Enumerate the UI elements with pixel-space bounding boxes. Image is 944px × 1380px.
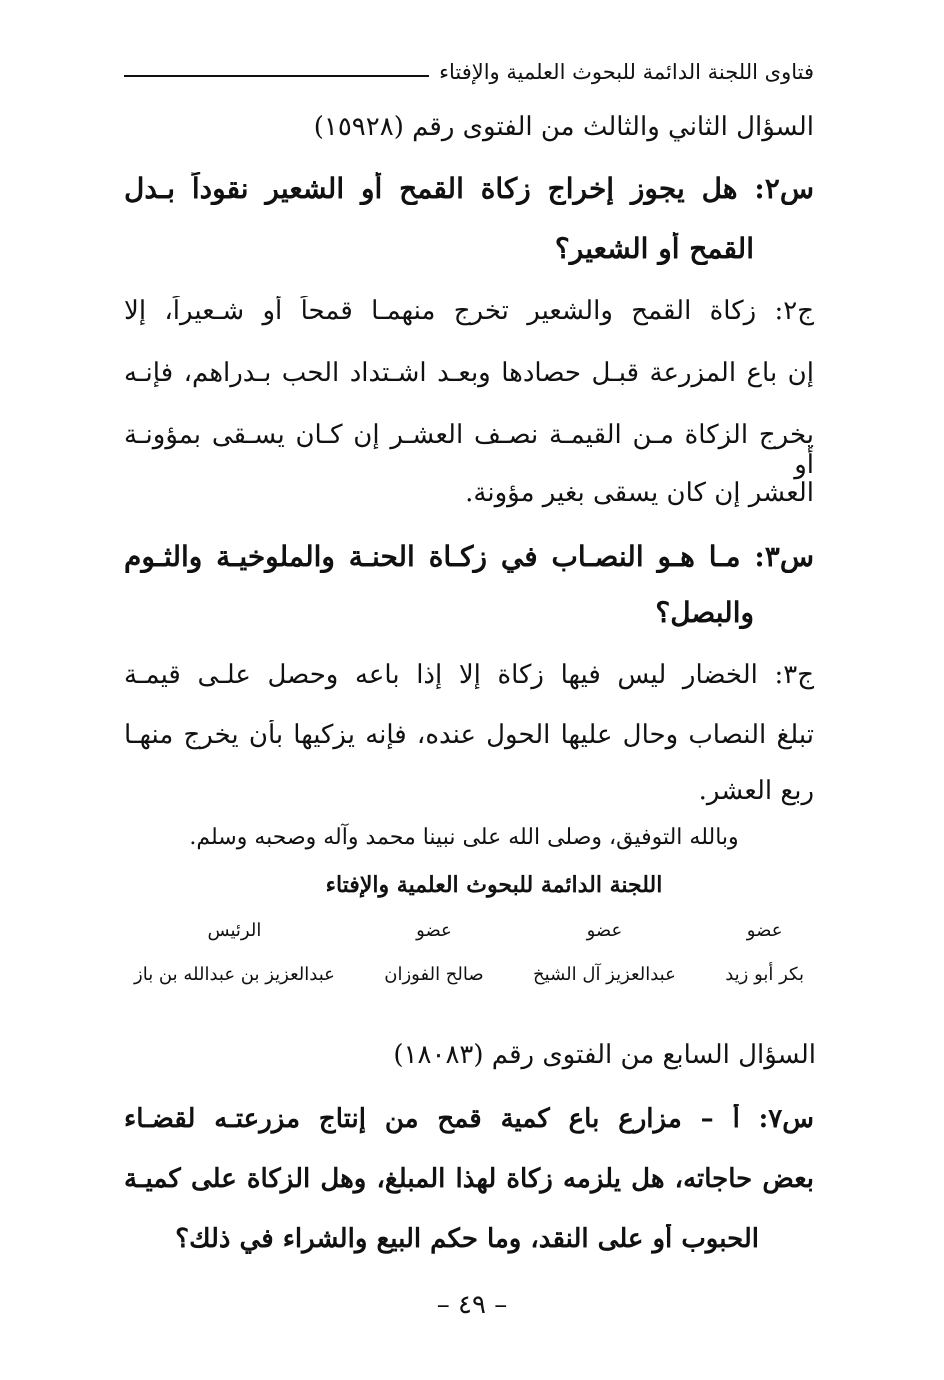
closing-formula: وبالله التوفيق، وصلى الله على نبينا محمد وآله وصحبه وسلم. [189, 825, 739, 850]
section-heading-1: السؤال الثاني والثالث من الفتوى رقم (١٥٩٢٨) [313, 112, 814, 142]
header-rule [124, 75, 429, 77]
question-2-line-2: القمح أو الشعير؟ [554, 232, 754, 265]
running-header [124, 52, 814, 92]
signatories [134, 920, 804, 985]
signatory-title: الرئيس [207, 920, 262, 941]
question-3-line-1: س٣: مـا هـو النصـاب في زكـاة الحنـة والملوخيـة والثـوم [124, 540, 814, 573]
header-title: فتاوى اللجنة الدائمة للبحوث العلمية والإفتاء [439, 60, 814, 84]
signatory-name: عبدالعزيز بن عبدالله بن باز [134, 964, 335, 985]
question-7-line-2: بعض حاجاته، هل يلزمه زكاة لهذا المبلغ، وهل الزكاة على كميـة [124, 1164, 814, 1194]
answer-2-line-3: يخرج الزكاة مـن القيمـة نصـف العشـر إن كـان يسـقى بمؤونـة أو [124, 420, 814, 480]
signatory [384, 920, 483, 985]
page-number: – ٤٩ – [436, 1290, 508, 1320]
committee-name: اللجنة الدائمة للبحوث العلمية والإفتاء [325, 872, 663, 898]
question-3-line-2: والبصل؟ [655, 596, 754, 629]
answer-2-line-2: إن باع المزرعة قبـل حصادها وبعـد اشـتداد الحب بـدراهم، فإنـه [124, 358, 814, 388]
answer-2-line-4: العشر إن كان يسقى بغير مؤونة. [465, 478, 814, 508]
answer-3-line-1: ج٣: الخضار ليس فيها زكاة إلا إذا باعه وحصل علـى قيمـة [124, 660, 814, 690]
signatory-name: صالح الفوزان [384, 964, 484, 985]
signatory [533, 920, 676, 985]
signatory-name: عبدالعزيز آل الشيخ [533, 964, 676, 985]
signatory-name: بكر أبو زيد [725, 964, 804, 985]
answer-3-line-3: ربع العشر. [698, 776, 814, 806]
signatory [725, 920, 804, 985]
question-2-line-1: س٢: هل يجوز إخراج زكاة القمح أو الشعير نقوداً بـدل [124, 172, 814, 205]
signatory [134, 920, 335, 985]
signatory-title: عضو [416, 920, 452, 941]
section-heading-2: السؤال السابع من الفتوى رقم (١٨٠٨٣) [393, 1040, 816, 1070]
signatory-title: عضو [746, 920, 783, 941]
question-7-line-3: الحبوب أو على النقد، وما حكم البيع والشراء في ذلك؟ [175, 1224, 759, 1254]
question-7-line-1: س٧: أ – مزارع باع كمية قمح من إنتاج مزرعتـه لقضـاء [124, 1104, 814, 1134]
answer-2-line-1: ج٢: زكاة القمح والشعير تخرج منهمـا قمحاً أو شـعيراً، إلا [124, 296, 814, 326]
answer-3-line-2: تبلغ النصاب وحال عليها الحول عنده، فإنه يزكيها بأن يخرج منهـا [124, 720, 814, 750]
signatory-title: عضو [586, 920, 623, 941]
